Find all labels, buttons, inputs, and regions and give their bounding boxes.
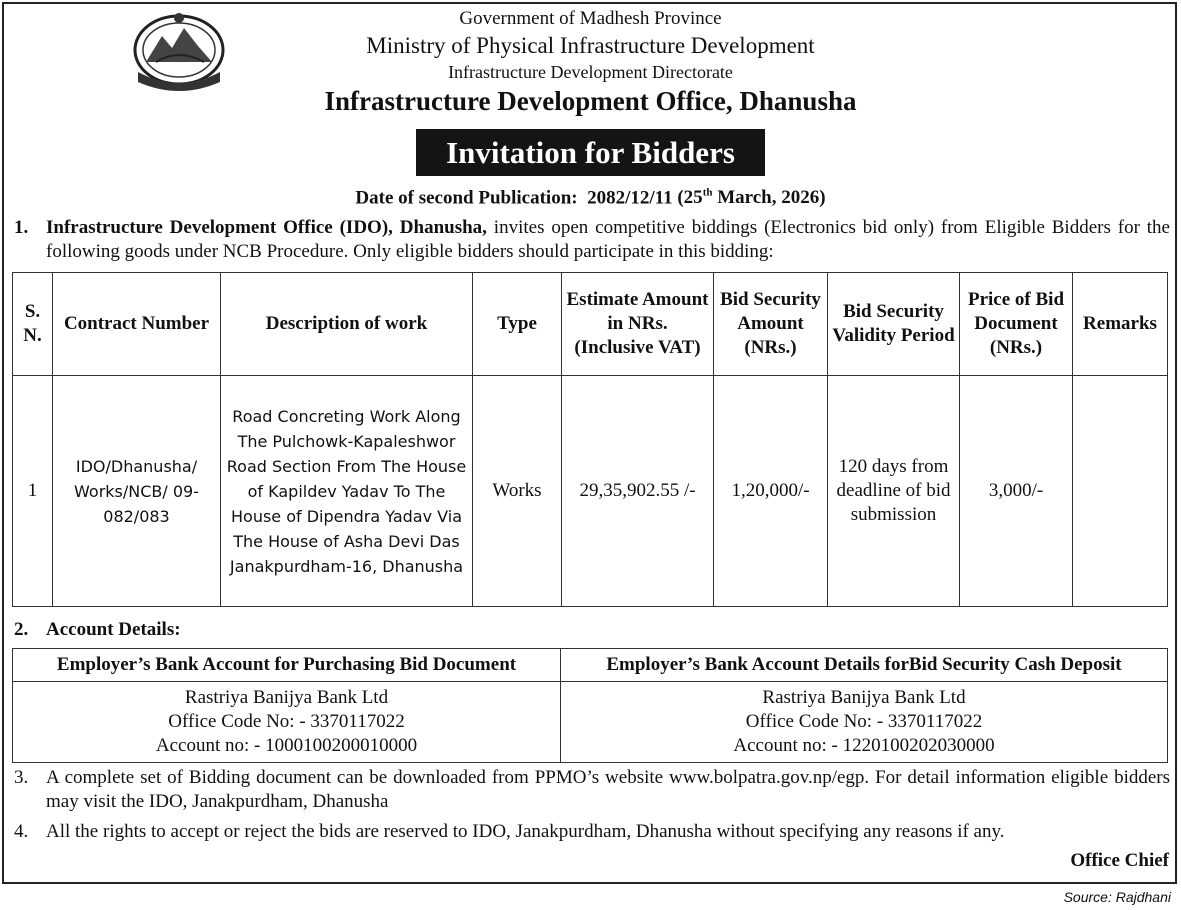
col-header: Price of Bid Document (NRs.)	[960, 273, 1073, 376]
paragraph-4	[14, 820, 1170, 844]
col-header: Remarks	[1073, 273, 1168, 376]
signature-office-chief: Office Chief	[1070, 850, 1169, 871]
cell-type: Works	[473, 376, 562, 607]
paragraph-1	[14, 216, 1170, 264]
account-header-row	[13, 649, 1168, 682]
col-header: Description of work	[221, 273, 473, 376]
source-credit: Source: Rajdhani	[1063, 889, 1171, 905]
cell-sn: 1	[13, 376, 53, 607]
paragraph-1-bold: Infrastructure Development Office (IDO), Dhanusha,	[46, 217, 487, 238]
publication-date-ad: (25th March, 2026)	[677, 187, 826, 209]
government-line: Government of Madhesh Province	[459, 8, 722, 29]
office-title: Infrastructure Development Office, Dhanusha	[324, 86, 857, 116]
paragraph-number: 2.	[14, 619, 29, 640]
cell-price: 3,000/-	[960, 376, 1073, 607]
col-header: S. N.	[13, 273, 53, 376]
ministry-line: Ministry of Physical Infrastructure Development	[366, 33, 815, 58]
account-cell-purchase: Rastriya Banijya Bank Ltd Office Code No: - 3370117022 Account no: - 1000100200010000	[13, 682, 561, 763]
col-header: Bid Security Validity Period	[828, 273, 960, 376]
col-header: Type	[473, 273, 562, 376]
cell-bid-security: 1,20,000/-	[714, 376, 828, 607]
table-row	[13, 376, 1168, 607]
account-heading: 2. Account Details:	[14, 619, 181, 640]
table-header-row	[13, 273, 1168, 376]
account-table	[12, 648, 1168, 763]
publication-date	[0, 187, 1181, 209]
publication-label: Date of second Publication:	[355, 187, 578, 209]
col-header: Estimate Amount in NRs. (Inclusive VAT)	[562, 273, 714, 376]
account-col-header: Employer’s Bank Account Details forBid Security Cash Deposit	[561, 649, 1168, 682]
notice-title-banner: Invitation for Bidders	[416, 129, 765, 176]
cell-estimate: 29,35,902.55 /-	[562, 376, 714, 607]
cell-validity: 120 days from deadline of bid submission	[828, 376, 960, 607]
col-header: Bid Security Amount (NRs.)	[714, 273, 828, 376]
cell-description: Road Concreting Work Along The Pulchowk-Kapaleshwor Road Section From The House of Kapildev Yadav To The House of Dipendra Yadav Via The House of Asha Devi Das Janakpurdham-16, Dhanusha	[221, 376, 473, 607]
col-header: Contract Number	[53, 273, 221, 376]
paragraph-number: 1.	[14, 217, 29, 238]
paragraph-1-text: invites open competitive biddings (Electronics bid only) from Eligible Bidders for the following goods under NCB Procedure. Only eligible bidders should participate in this bidding:	[46, 217, 1170, 262]
paragraph-3-text: A complete set of Bidding document can be downloaded from PPMO’s website www.bolpatra.gov.np/egp. For detail information eligible bidders may visit the IDO, Janakpurdham, Dhanusha	[46, 767, 1170, 812]
account-col-header: Employer’s Bank Account for Purchasing Bid Document	[13, 649, 561, 682]
paragraph-3	[14, 766, 1170, 814]
paragraph-4-text: All the rights to accept or reject the bids are reserved to IDO, Janakpurdham, Dhanusha without specifying any reasons if any.	[46, 821, 1005, 842]
publication-date-bs: 2082/12/11	[587, 187, 673, 209]
directorate-line: Infrastructure Development Directorate	[448, 62, 733, 82]
paragraph-number: 4.	[14, 821, 29, 842]
bid-table	[12, 272, 1168, 607]
cell-contract-number: IDO/Dhanusha/ Works/NCB/ 09-082/083	[53, 376, 221, 607]
cell-remarks	[1073, 376, 1168, 607]
paragraph-number: 3.	[14, 767, 29, 788]
account-row	[13, 682, 1168, 763]
account-cell-security: Rastriya Banijya Bank Ltd Office Code No: - 3370117022 Account no: - 1220100202030000	[561, 682, 1168, 763]
